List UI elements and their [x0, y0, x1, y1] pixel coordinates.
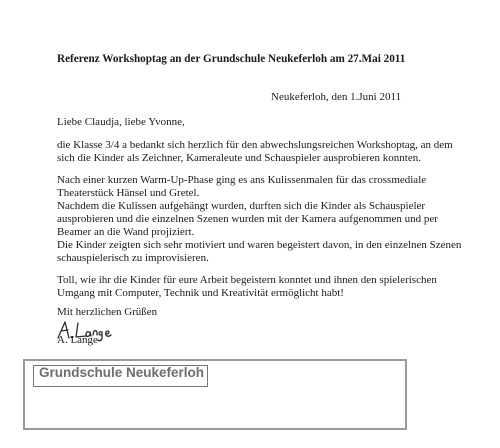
letter-title: Referenz Workshoptag an der Grundschule Neukeferloh am 27.Mai 2011 [57, 53, 406, 65]
paragraph-2-line-1: Nach einer kurzen Warm-Up-Phase ging es ans Kulissenmalen für das crossmediale [57, 174, 427, 186]
paragraph-3-line-1: Toll, wie ihr die Kinder für eure Arbeit begeistern konntet und ihnen den spielerischen [57, 274, 437, 286]
paragraph-1-line-2: sich die Kinder als Zeichner, Kameraleute und Schauspieler ausprobieren konnten. [57, 152, 421, 164]
paragraph-1-line-1: die Klasse 3/4 a bedankt sich herzlich für den abwechslungsreichen Workshoptag, an dem [57, 139, 453, 151]
paragraph-2-line-4: ausprobieren und die einzelnen Szenen wurden mit der Kamera aufgenommen und per [57, 213, 438, 225]
paragraph-2-line-7: schauspielerisch zu improvisieren. [57, 252, 209, 264]
paragraph-2-line-2: Theaterstück Hänsel und Gretel. [57, 187, 200, 199]
signer-name: A. Lange [57, 334, 98, 346]
greeting: Liebe Claudja, liebe Yvonne, [57, 116, 185, 128]
date-line: Neukeferloh, den 1.Juni 2011 [271, 91, 402, 103]
paragraph-2-line-3: Nachdem die Kulissen aufgehängt wurden, durften sich die Kinder als Schauspieler [57, 200, 426, 212]
paragraph-3-line-2: Umgang mit Computer, Technik und Kreativität ermöglicht habt! [57, 287, 344, 299]
paragraph-2-line-6: Die Kinder zeigten sich sehr motiviert und waren begeistert davon, in den einzelnen Szenen [57, 239, 462, 251]
closing: Mit herzlichen Grüßen [57, 306, 158, 318]
paragraph-2-line-5: Beamer an die Wand projiziert. [57, 226, 195, 238]
school-stamp: Grundschule Neukeferloh [39, 365, 205, 380]
